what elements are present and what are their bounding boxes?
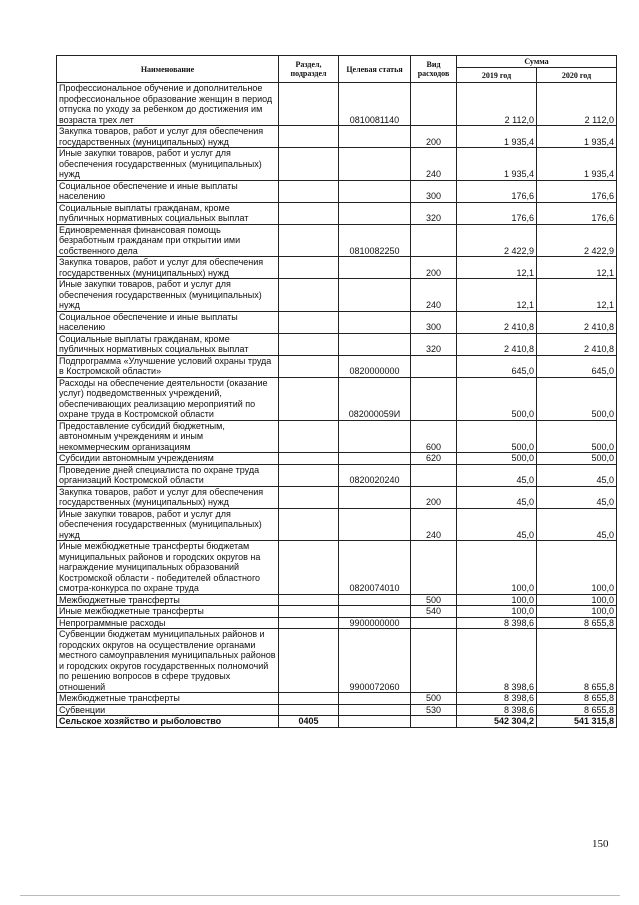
row-2020-cell: 176,6 (537, 180, 617, 202)
table-row (57, 486, 617, 508)
row-2019-cell: 2 410,8 (457, 311, 537, 333)
row-2020-cell: 541 315,8 (537, 716, 617, 728)
row-kind-cell: 500 (411, 693, 457, 705)
row-kind-cell: 240 (411, 279, 457, 312)
row-target-cell (339, 311, 411, 333)
table-row (57, 355, 617, 377)
row-kind-cell: 240 (411, 508, 457, 541)
row-section-cell (279, 464, 339, 486)
row-section-cell (279, 486, 339, 508)
table-row (57, 224, 617, 257)
row-section-cell (279, 420, 339, 453)
row-target-cell: 082000059И (339, 377, 411, 420)
row-target-cell (339, 453, 411, 465)
row-name-cell: Субсидии автономным учреждениям (57, 453, 279, 465)
table-row (57, 464, 617, 486)
row-name-cell: Проведение дней специалиста по охране труда организаций Костромской области (57, 464, 279, 486)
row-section-cell (279, 629, 339, 693)
row-2020-cell: 2 112,0 (537, 83, 617, 126)
row-name-cell: Профессиональное обучение и дополнительное профессиональное образование женщин в период отпуска по уходу за ребенком до достижения им возраста трех лет (57, 83, 279, 126)
row-2020-cell: 1 935,4 (537, 126, 617, 148)
row-2020-cell: 2 422,9 (537, 224, 617, 257)
table-row (57, 629, 617, 693)
row-target-cell: 0820020240 (339, 464, 411, 486)
row-target-cell (339, 202, 411, 224)
row-2020-cell: 2 410,8 (537, 333, 617, 355)
row-section-cell (279, 704, 339, 716)
row-name-cell: Межбюджетные трансферты (57, 693, 279, 705)
row-name-cell: Закупка товаров, работ и услуг для обеспечения государственных (муниципальных) нужд (57, 486, 279, 508)
row-name-cell: Непрограммные расходы (57, 617, 279, 629)
table-row (57, 83, 617, 126)
row-2019-cell: 500,0 (457, 377, 537, 420)
row-2019-cell: 8 398,6 (457, 693, 537, 705)
table-row (57, 716, 617, 728)
row-2019-cell: 645,0 (457, 355, 537, 377)
row-section-cell (279, 180, 339, 202)
row-target-cell: 0810082250 (339, 224, 411, 257)
row-2019-cell: 500,0 (457, 453, 537, 465)
scan-artifact (20, 895, 620, 896)
row-name-cell: Предоставление субсидий бюджетным, автономным учреждениям и иным некоммерческим организациям (57, 420, 279, 453)
row-target-cell (339, 693, 411, 705)
row-kind-cell: 200 (411, 257, 457, 279)
row-section-cell (279, 83, 339, 126)
table-row (57, 202, 617, 224)
row-2019-cell: 1 935,4 (457, 126, 537, 148)
row-target-cell (339, 486, 411, 508)
row-kind-cell (411, 224, 457, 257)
row-section-cell (279, 377, 339, 420)
row-2020-cell: 100,0 (537, 594, 617, 606)
row-2019-cell: 100,0 (457, 594, 537, 606)
table-row (57, 279, 617, 312)
row-target-cell (339, 148, 411, 181)
row-2020-cell: 45,0 (537, 486, 617, 508)
row-name-cell: Субвенции бюджетам муниципальных районов и городских округов на осуществление органами местного самоуправления муниципальных районов и городских округов государственных полномочий по решению вопросов в сфере трудовых отношений (57, 629, 279, 693)
row-target-cell (339, 333, 411, 355)
row-section-cell (279, 126, 339, 148)
row-2020-cell: 500,0 (537, 453, 617, 465)
header-name: Наименование (57, 56, 279, 83)
row-section-cell (279, 541, 339, 595)
row-2020-cell: 8 655,8 (537, 617, 617, 629)
row-kind-cell: 200 (411, 486, 457, 508)
table-row (57, 148, 617, 181)
row-kind-cell: 600 (411, 420, 457, 453)
header-sum: Сумма (457, 56, 617, 68)
row-name-cell: Закупка товаров, работ и услуг для обеспечения государственных (муниципальных) нужд (57, 126, 279, 148)
row-name-cell: Межбюджетные трансферты (57, 594, 279, 606)
table-row (57, 594, 617, 606)
row-kind-cell (411, 377, 457, 420)
row-2020-cell: 176,6 (537, 202, 617, 224)
row-name-cell: Иные межбюджетные трансферты бюджетам муниципальных районов и городских округов на награждение муниципальных образований Костромской области - победителей областного смотра-конкурса по охране труда (57, 541, 279, 595)
row-name-cell: Социальные выплаты гражданам, кроме публичных нормативных социальных выплат (57, 202, 279, 224)
row-kind-cell: 300 (411, 180, 457, 202)
header-year-2020: 2020 год (537, 68, 617, 83)
row-section-cell: 0405 (279, 716, 339, 728)
table-row (57, 617, 617, 629)
row-2020-cell: 1 935,4 (537, 148, 617, 181)
page-number: 150 (592, 838, 609, 850)
row-name-cell: Расходы на обеспечение деятельности (оказание услуг) подведомственных учреждений, обеспечивающих реализацию мероприятий по охране труда в Костромской области (57, 377, 279, 420)
row-kind-cell (411, 355, 457, 377)
row-kind-cell: 240 (411, 148, 457, 181)
row-kind-cell: 300 (411, 311, 457, 333)
row-kind-cell (411, 629, 457, 693)
row-2019-cell: 12,1 (457, 257, 537, 279)
row-target-cell (339, 279, 411, 312)
row-2019-cell: 100,0 (457, 541, 537, 595)
row-section-cell (279, 453, 339, 465)
table-row (57, 508, 617, 541)
row-kind-cell: 500 (411, 594, 457, 606)
row-name-cell: Социальное обеспечение и иные выплаты населению (57, 180, 279, 202)
row-kind-cell (411, 464, 457, 486)
row-2020-cell: 100,0 (537, 541, 617, 595)
table-row (57, 693, 617, 705)
row-2019-cell: 176,6 (457, 180, 537, 202)
row-target-cell: 9900072060 (339, 629, 411, 693)
row-2019-cell: 100,0 (457, 606, 537, 618)
row-section-cell (279, 693, 339, 705)
row-name-cell: Иные межбюджетные трансферты (57, 606, 279, 618)
row-2019-cell: 1 935,4 (457, 148, 537, 181)
row-target-cell: 0810081140 (339, 83, 411, 126)
row-2020-cell: 12,1 (537, 257, 617, 279)
row-2020-cell: 100,0 (537, 606, 617, 618)
row-2019-cell: 500,0 (457, 420, 537, 453)
table-row (57, 453, 617, 465)
row-2019-cell: 2 422,9 (457, 224, 537, 257)
row-kind-cell: 200 (411, 126, 457, 148)
row-kind-cell (411, 83, 457, 126)
row-name-cell: Иные закупки товаров, работ и услуг для обеспечения государственных (муниципальных) нужд (57, 508, 279, 541)
row-name-cell: Социальное обеспечение и иные выплаты населению (57, 311, 279, 333)
row-2020-cell: 45,0 (537, 464, 617, 486)
header-kind: Вид расходов (411, 56, 457, 83)
row-2020-cell: 45,0 (537, 508, 617, 541)
row-2020-cell: 8 655,8 (537, 704, 617, 716)
row-kind-cell: 320 (411, 202, 457, 224)
table-row (57, 377, 617, 420)
row-target-cell (339, 257, 411, 279)
row-2019-cell: 2 112,0 (457, 83, 537, 126)
row-section-cell (279, 148, 339, 181)
header-row (57, 56, 617, 68)
row-section-cell (279, 594, 339, 606)
row-section-cell (279, 224, 339, 257)
table-row (57, 311, 617, 333)
row-2019-cell: 45,0 (457, 508, 537, 541)
row-name-cell: Иные закупки товаров, работ и услуг для обеспечения государственных (муниципальных) нужд (57, 148, 279, 181)
row-target-cell (339, 508, 411, 541)
table-row (57, 606, 617, 618)
table-row (57, 541, 617, 595)
row-name-cell: Единовременная финансовая помощь безработным гражданам при открытии ими собственного дела (57, 224, 279, 257)
row-2019-cell: 8 398,6 (457, 617, 537, 629)
row-section-cell (279, 279, 339, 312)
row-target-cell: 9900000000 (339, 617, 411, 629)
row-2020-cell: 2 410,8 (537, 311, 617, 333)
row-section-cell (279, 202, 339, 224)
row-2019-cell: 8 398,6 (457, 704, 537, 716)
row-2020-cell: 12,1 (537, 279, 617, 312)
row-2020-cell: 500,0 (537, 377, 617, 420)
row-section-cell (279, 311, 339, 333)
table-row (57, 257, 617, 279)
row-section-cell (279, 606, 339, 618)
row-target-cell: 0820000000 (339, 355, 411, 377)
row-2019-cell: 542 304,2 (457, 716, 537, 728)
row-name-cell: Социальные выплаты гражданам, кроме публичных нормативных социальных выплат (57, 333, 279, 355)
table-row (57, 704, 617, 716)
row-target-cell (339, 126, 411, 148)
row-section-cell (279, 355, 339, 377)
row-section-cell (279, 333, 339, 355)
row-2019-cell: 45,0 (457, 486, 537, 508)
budget-table (56, 55, 617, 728)
row-2019-cell: 12,1 (457, 279, 537, 312)
row-kind-cell: 320 (411, 333, 457, 355)
header-year-2019: 2019 год (457, 68, 537, 83)
row-name-cell: Иные закупки товаров, работ и услуг для обеспечения государственных (муниципальных) нужд (57, 279, 279, 312)
table-body (57, 83, 617, 728)
row-kind-cell: 540 (411, 606, 457, 618)
row-name-cell: Сельское хозяйство и рыболовство (57, 716, 279, 728)
row-section-cell (279, 257, 339, 279)
row-target-cell (339, 180, 411, 202)
row-target-cell (339, 420, 411, 453)
row-target-cell (339, 716, 411, 728)
row-2019-cell: 2 410,8 (457, 333, 537, 355)
row-kind-cell (411, 716, 457, 728)
row-2020-cell: 645,0 (537, 355, 617, 377)
row-kind-cell: 620 (411, 453, 457, 465)
table-row (57, 126, 617, 148)
row-target-cell (339, 704, 411, 716)
row-2020-cell: 8 655,8 (537, 629, 617, 693)
table-row (57, 420, 617, 453)
row-2020-cell: 8 655,8 (537, 693, 617, 705)
row-2019-cell: 8 398,6 (457, 629, 537, 693)
row-kind-cell (411, 617, 457, 629)
row-kind-cell (411, 541, 457, 595)
header-target: Целевая статья (339, 56, 411, 83)
row-section-cell (279, 508, 339, 541)
header-section: Раздел, подраздел (279, 56, 339, 83)
row-kind-cell: 530 (411, 704, 457, 716)
row-2019-cell: 176,6 (457, 202, 537, 224)
row-target-cell (339, 594, 411, 606)
table-row (57, 333, 617, 355)
row-2019-cell: 45,0 (457, 464, 537, 486)
row-2020-cell: 500,0 (537, 420, 617, 453)
row-target-cell (339, 606, 411, 618)
row-target-cell: 0820074010 (339, 541, 411, 595)
row-section-cell (279, 617, 339, 629)
row-name-cell: Закупка товаров, работ и услуг для обеспечения государственных (муниципальных) нужд (57, 257, 279, 279)
table-row (57, 180, 617, 202)
row-name-cell: Подпрограмма «Улучшение условий охраны труда в Костромской области» (57, 355, 279, 377)
row-name-cell: Субвенции (57, 704, 279, 716)
